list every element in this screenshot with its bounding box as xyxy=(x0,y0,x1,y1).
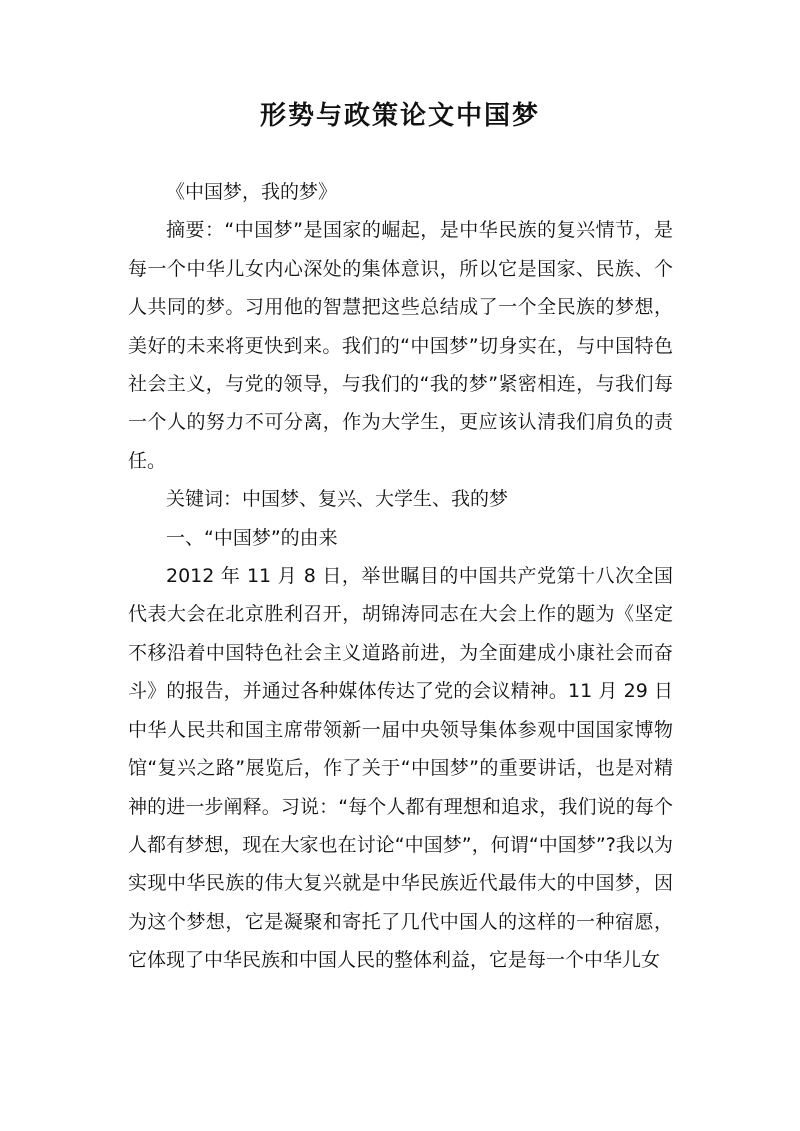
document-body xyxy=(128,173,673,980)
document-title: 形势与政策论文中国梦 xyxy=(259,101,540,131)
essay-subtitle: 《中国梦，我的梦》 xyxy=(166,181,338,203)
keywords-paragraph: 关键词：中国梦、复兴、大学生、我的梦 xyxy=(166,488,509,511)
body-paragraph: 2012 年 11 月 8 日，举世瞩目的中国共产党第十八次全国代表大会在北京胜利召开，胡锦涛同志在大会上作的题为《坚定不移沿着中国特色社会主义道路前进，为全面建成小康社会而奋斗》的报告，并通过各种媒体传达了党的会议精神。11 月 29 日中华人民共和国主席带领新一届中央领导集体参观中国国家博物馆“复兴之路”展览后，作了关于“中国梦”的重要讲话，也是对精神的进一步阐释。习说：“每个人都有理想和追求，我们说的每个人都有梦想，现在大家也在讨论“中国梦”，何谓“中国梦”?我以为实现中华民族的伟大复兴就是中华民族近代最伟大的中国梦，因为这个梦想，它是凝聚和寄托了几代中国人的这样的一种宿愿，它体现了中华民族和中国人民的整体利益，它是每一个中华儿女 xyxy=(128,565,673,972)
section-heading: 一、“中国梦”的由来 xyxy=(166,526,338,549)
abstract-paragraph: 摘要：“中国梦”是国家的崛起，是中华民族的复兴情节，是每一个中华儿女内心深处的集体意识，所以它是国家、民族、个人共同的梦。习用他的智慧把这些总结成了一个全民族的梦想，美好的未来将更快到来。我们的“中国梦”切身实在，与中国特色社会主义，与党的领导，与我们的“我的梦”紧密相连，与我们每一个人的努力不可分离，作为大学生，更应该认清我们肩负的责任。 xyxy=(128,219,673,472)
